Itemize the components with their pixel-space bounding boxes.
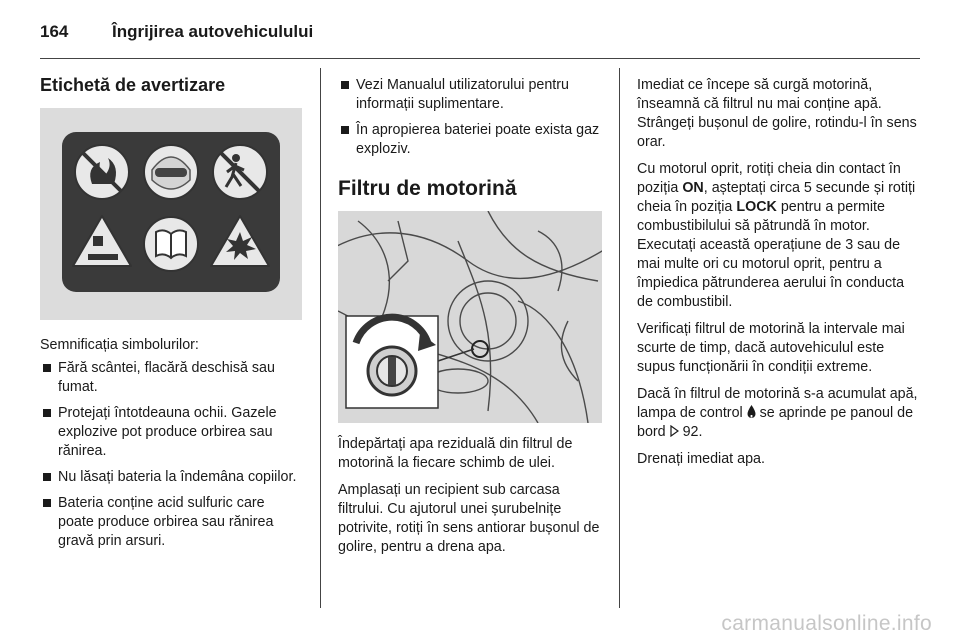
warning-label-figure xyxy=(40,108,302,320)
diesel-filter-graphic xyxy=(338,211,602,423)
symbols-meaning-list xyxy=(40,359,302,551)
paragraph-water-warning: Dacă în filtrul de motorină s-a acumulat apă, lampa de control se aprinde pe panoul de bord 92. xyxy=(637,386,918,440)
paragraph-check-interval: Verificați filtrul de motorină la intervale mai scurte de timp, dacă autovehiculul este supus funcționării în condiții extreme. xyxy=(637,321,905,375)
section-heading-warning-label: Etichetă de avertizare xyxy=(40,75,226,95)
diesel-filter-paragraph-1: Îndepărtați apa reziduală din filtrul de motorină la fiecare schimb de ulei. xyxy=(338,436,573,471)
keep-away-children-icon xyxy=(213,145,267,199)
diesel-filter-figure xyxy=(338,211,602,423)
warning-label-graphic xyxy=(40,108,302,320)
page-reference-link[interactable]: 92 xyxy=(682,424,699,440)
bullet-square-icon xyxy=(43,473,51,481)
list-item: Fără scântei, flacără deschisă sau fumat. xyxy=(40,359,302,397)
symbols-meaning-intro: Semnificația simbolurilor: xyxy=(40,337,199,353)
bullet-square-icon xyxy=(43,499,51,507)
on-position-label: ON xyxy=(682,180,704,196)
no-flame-icon xyxy=(75,145,129,199)
paragraph-drain-now: Drenați imediat apa. xyxy=(637,451,765,467)
warning-list-continued xyxy=(338,76,604,159)
bullet-square-icon xyxy=(43,364,51,372)
list-item: Nu lăsați bateria la îndemâna copiilor. xyxy=(40,468,302,487)
column-2 xyxy=(338,76,604,565)
page-title: Îngrijirea autovehiculului xyxy=(112,22,314,41)
eye-protection-icon xyxy=(144,145,198,199)
paragraph-ignition-procedure: Cu motorul oprit, rotiți cheia din contact în poziția ON, așteptați circa 5 secunde și rotiți cheia în poziția LOCK pentru a permite combustibilului să pătrundă în motor. Executați această operațiune de 3 sau de mai multe ori cu motorul oprit, pentru a împiedica pătrunderea aerului în conducta de combustibil. xyxy=(637,161,916,310)
column-divider-2 xyxy=(619,68,620,608)
header-divider xyxy=(40,58,920,59)
bullet-square-icon xyxy=(341,81,349,89)
paragraph-fuel-flow: Imediat ce începe să curgă motorină, înseamnă că filtrul nu mai conține apă. Strângeți bușonul de golire, rotindu-l în sens orar. xyxy=(637,77,917,150)
bullet-square-icon xyxy=(43,409,51,417)
water-in-fuel-icon xyxy=(747,404,756,418)
watermark: carmanualsonline.info xyxy=(721,612,932,635)
column-1 xyxy=(40,76,302,558)
page-number: 164 xyxy=(40,22,69,41)
column-3 xyxy=(637,76,923,477)
page-reference-arrow-icon xyxy=(670,425,679,437)
section-heading-diesel-filter: Filtru de motorină xyxy=(338,177,517,200)
manual-icon xyxy=(144,217,198,271)
lock-position-label: LOCK xyxy=(736,199,777,215)
list-item: Vezi Manualul utilizatorului pentru informații suplimentare. xyxy=(338,76,604,114)
diesel-filter-paragraph-2: Amplasați un recipient sub carcasa filtrului. Cu ajutorul unei șurubelnițe potrivite, rotiți în sens antiorar bușonul de golire, pentru a drena apa. xyxy=(338,482,600,555)
list-item: Protejați întotdeauna ochii. Gazele explozive pot produce orbirea sau rănirea. xyxy=(40,404,302,461)
list-item: Bateria conține acid sulfuric care poate produce orbirea sau rănirea gravă prin arsuri. xyxy=(40,494,302,551)
column-divider-1 xyxy=(320,68,321,608)
bullet-square-icon xyxy=(341,126,349,134)
list-item: În apropierea bateriei poate exista gaz exploziv. xyxy=(338,121,604,159)
